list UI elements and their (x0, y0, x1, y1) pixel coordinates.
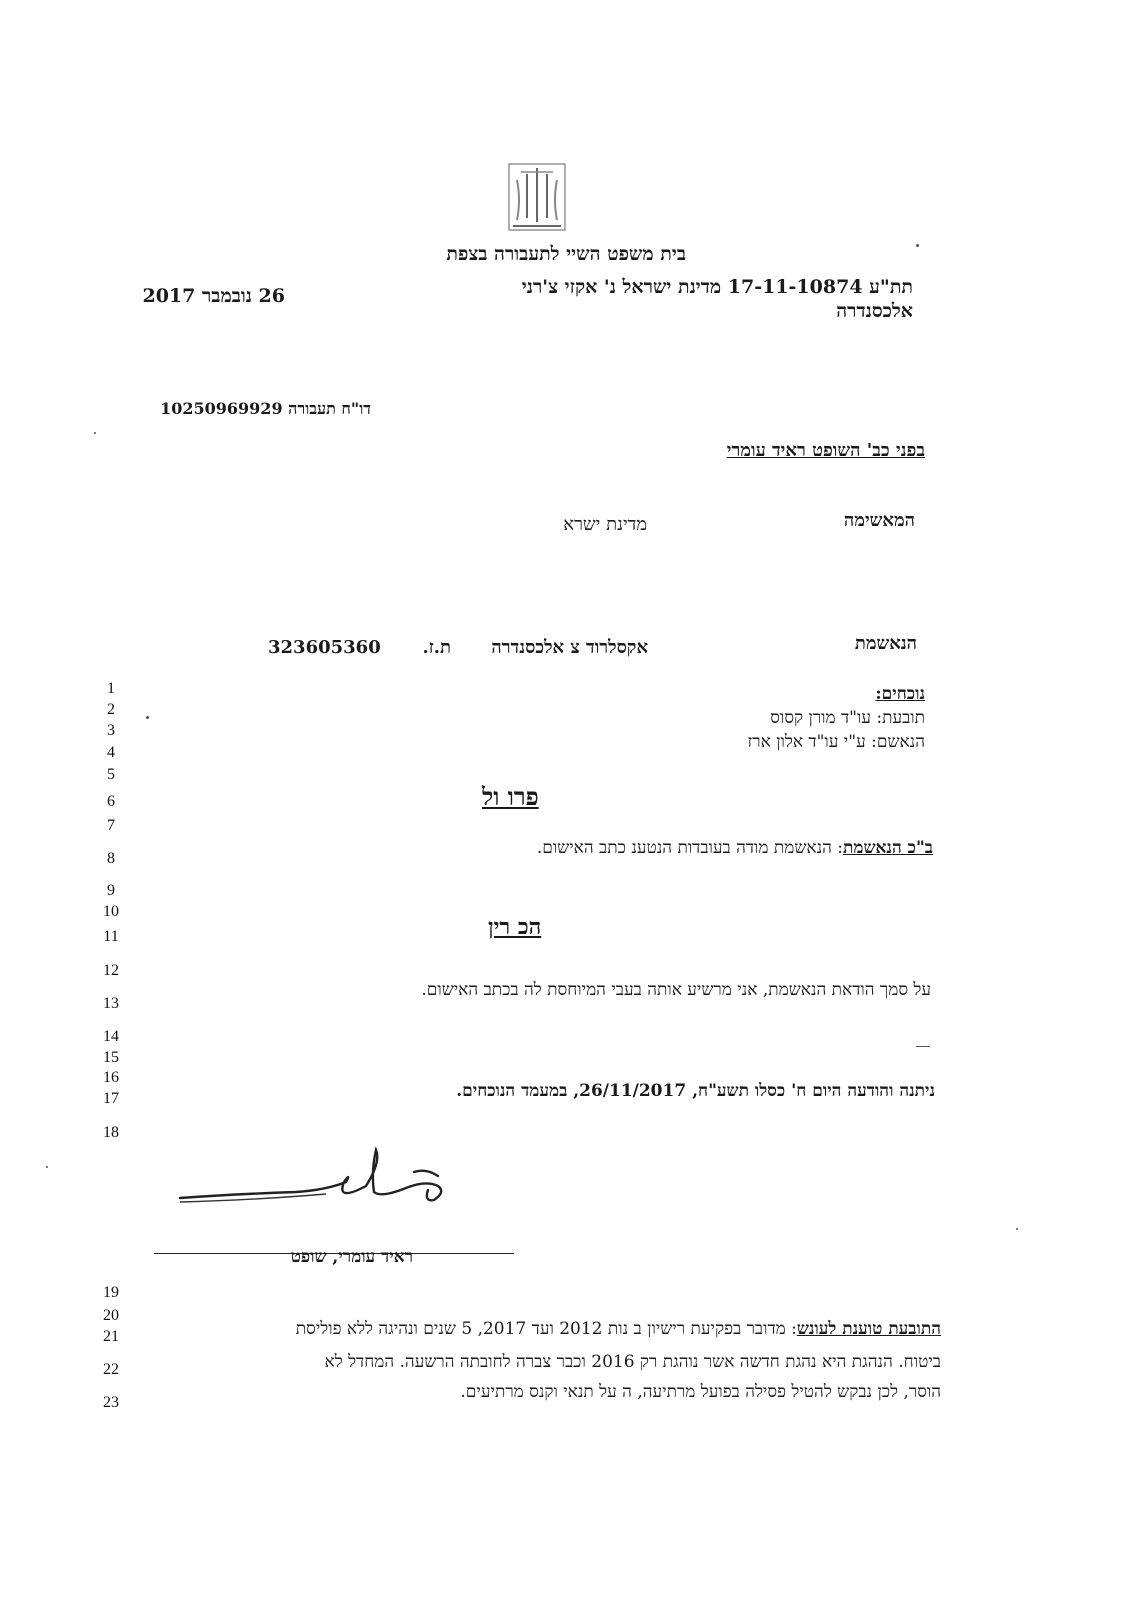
defense-statement (537, 838, 933, 858)
line-number: 21 (103, 1328, 119, 1345)
verdict-heading: הכ רין (488, 914, 542, 940)
line-number: 11 (103, 928, 119, 945)
defense-label: ב"כ הנאשמת (843, 838, 933, 858)
case-line: תת"ע 17-11-10874 מדינת ישראל נ' אקזי צ'רני (521, 276, 913, 298)
prosecution-argument-line-1 (296, 1319, 941, 1339)
line-number: 15 (103, 1049, 119, 1066)
hearing-date: 26 נובמבר 2017 (142, 285, 285, 307)
line-number: 20 (103, 1307, 119, 1324)
scan-speck (94, 432, 96, 434)
court-name: בית משפט השיי לתעבורה בצפת (446, 243, 686, 265)
line-number: 8 (107, 850, 115, 867)
defendant-id: 323605360 (268, 637, 381, 658)
scan-speck (46, 1166, 48, 1168)
line-number: 18 (103, 1124, 119, 1141)
line-number: 22 (103, 1361, 119, 1378)
line-number: 2 (107, 701, 115, 718)
prosecution-label: המאשימה (843, 510, 915, 531)
case-line-continued: אלכסנדרה (836, 300, 913, 322)
prosecution-value: מדינת ישרא (563, 514, 647, 535)
prosecution-argument-label: התובעת טוענת לעונש (796, 1319, 941, 1339)
scan-speck (146, 716, 149, 719)
line-number: 16 (103, 1069, 119, 1086)
line-number: 23 (103, 1394, 119, 1411)
protocol-heading: פרו ול (482, 782, 539, 811)
verdict-text: על סמך הודאת הנאשמת, אני מרשיע אותה בעבי המיוחסת לה בכתב האישום. (421, 980, 931, 1000)
line-number: 14 (103, 1028, 119, 1045)
line-number: 6 (107, 793, 115, 810)
defense-text: : הנאשמת מודה בעובדות הנטענ כתב האישום. (536, 838, 844, 858)
line-number: 7 (107, 817, 115, 834)
line-number: 4 (107, 744, 115, 761)
line-number: 3 (107, 722, 115, 739)
line-number: 17 (103, 1090, 119, 1107)
scan-speck (1016, 1228, 1018, 1230)
present-defendant: הנאשם: ע"י עו"ד אלון ארז (747, 732, 925, 752)
present-prosecutor: תובעת: עו"ד מורן קסוס (770, 708, 925, 728)
line-number: 9 (107, 882, 115, 899)
defendant-name: אקסלרוד צ אלכסנדרה (491, 637, 648, 658)
line-number: 19 (103, 1284, 119, 1301)
line-number: 5 (107, 766, 115, 783)
prosecution-argument-line-2: ביטוח. הנהגת היא נהגת חדשה אשר נוהגת רק 2016 וכבר צברה לחובתה הרשעה. המחדל לא (324, 1352, 941, 1372)
judge-signature (176, 1142, 476, 1222)
traffic-report-number: דו"ח תעבורה 10250969929 (160, 399, 371, 418)
defendant-label: הנאשמת (854, 633, 917, 654)
line-number: 1 (107, 680, 115, 697)
given-line: ניתנה והודעה היום ח' כסלו תשע"ח, 26/11/2017, במעמד הנוכחים. (456, 1081, 935, 1101)
line-number: 12 (103, 962, 119, 979)
signature-name: ראיד עומרי, שופט (290, 1247, 413, 1267)
judge-line: בפני כב' השופט ראיד עומרי (726, 440, 925, 461)
line-number: 10 (103, 903, 119, 920)
defendant-id-label: ת.ז. (422, 637, 451, 658)
prosecution-argument-line-3: הוסר, לכן נבקש להטיל פסילה בפועל מרתיעה, ה על תנאי וקנס מרתיעים. (460, 1382, 941, 1402)
prosecution-argument-text-1: : מדובר בפקיעת רישיון ב נות 2012 ועד 2017, 5 שנים ונהיגה ללא פוליסת (295, 1319, 797, 1339)
scan-dash (916, 1046, 930, 1047)
state-emblem-icon (505, 160, 569, 234)
line-number: 13 (103, 995, 119, 1012)
present-heading: נוכחים: (875, 684, 925, 704)
scan-speck (916, 244, 919, 247)
